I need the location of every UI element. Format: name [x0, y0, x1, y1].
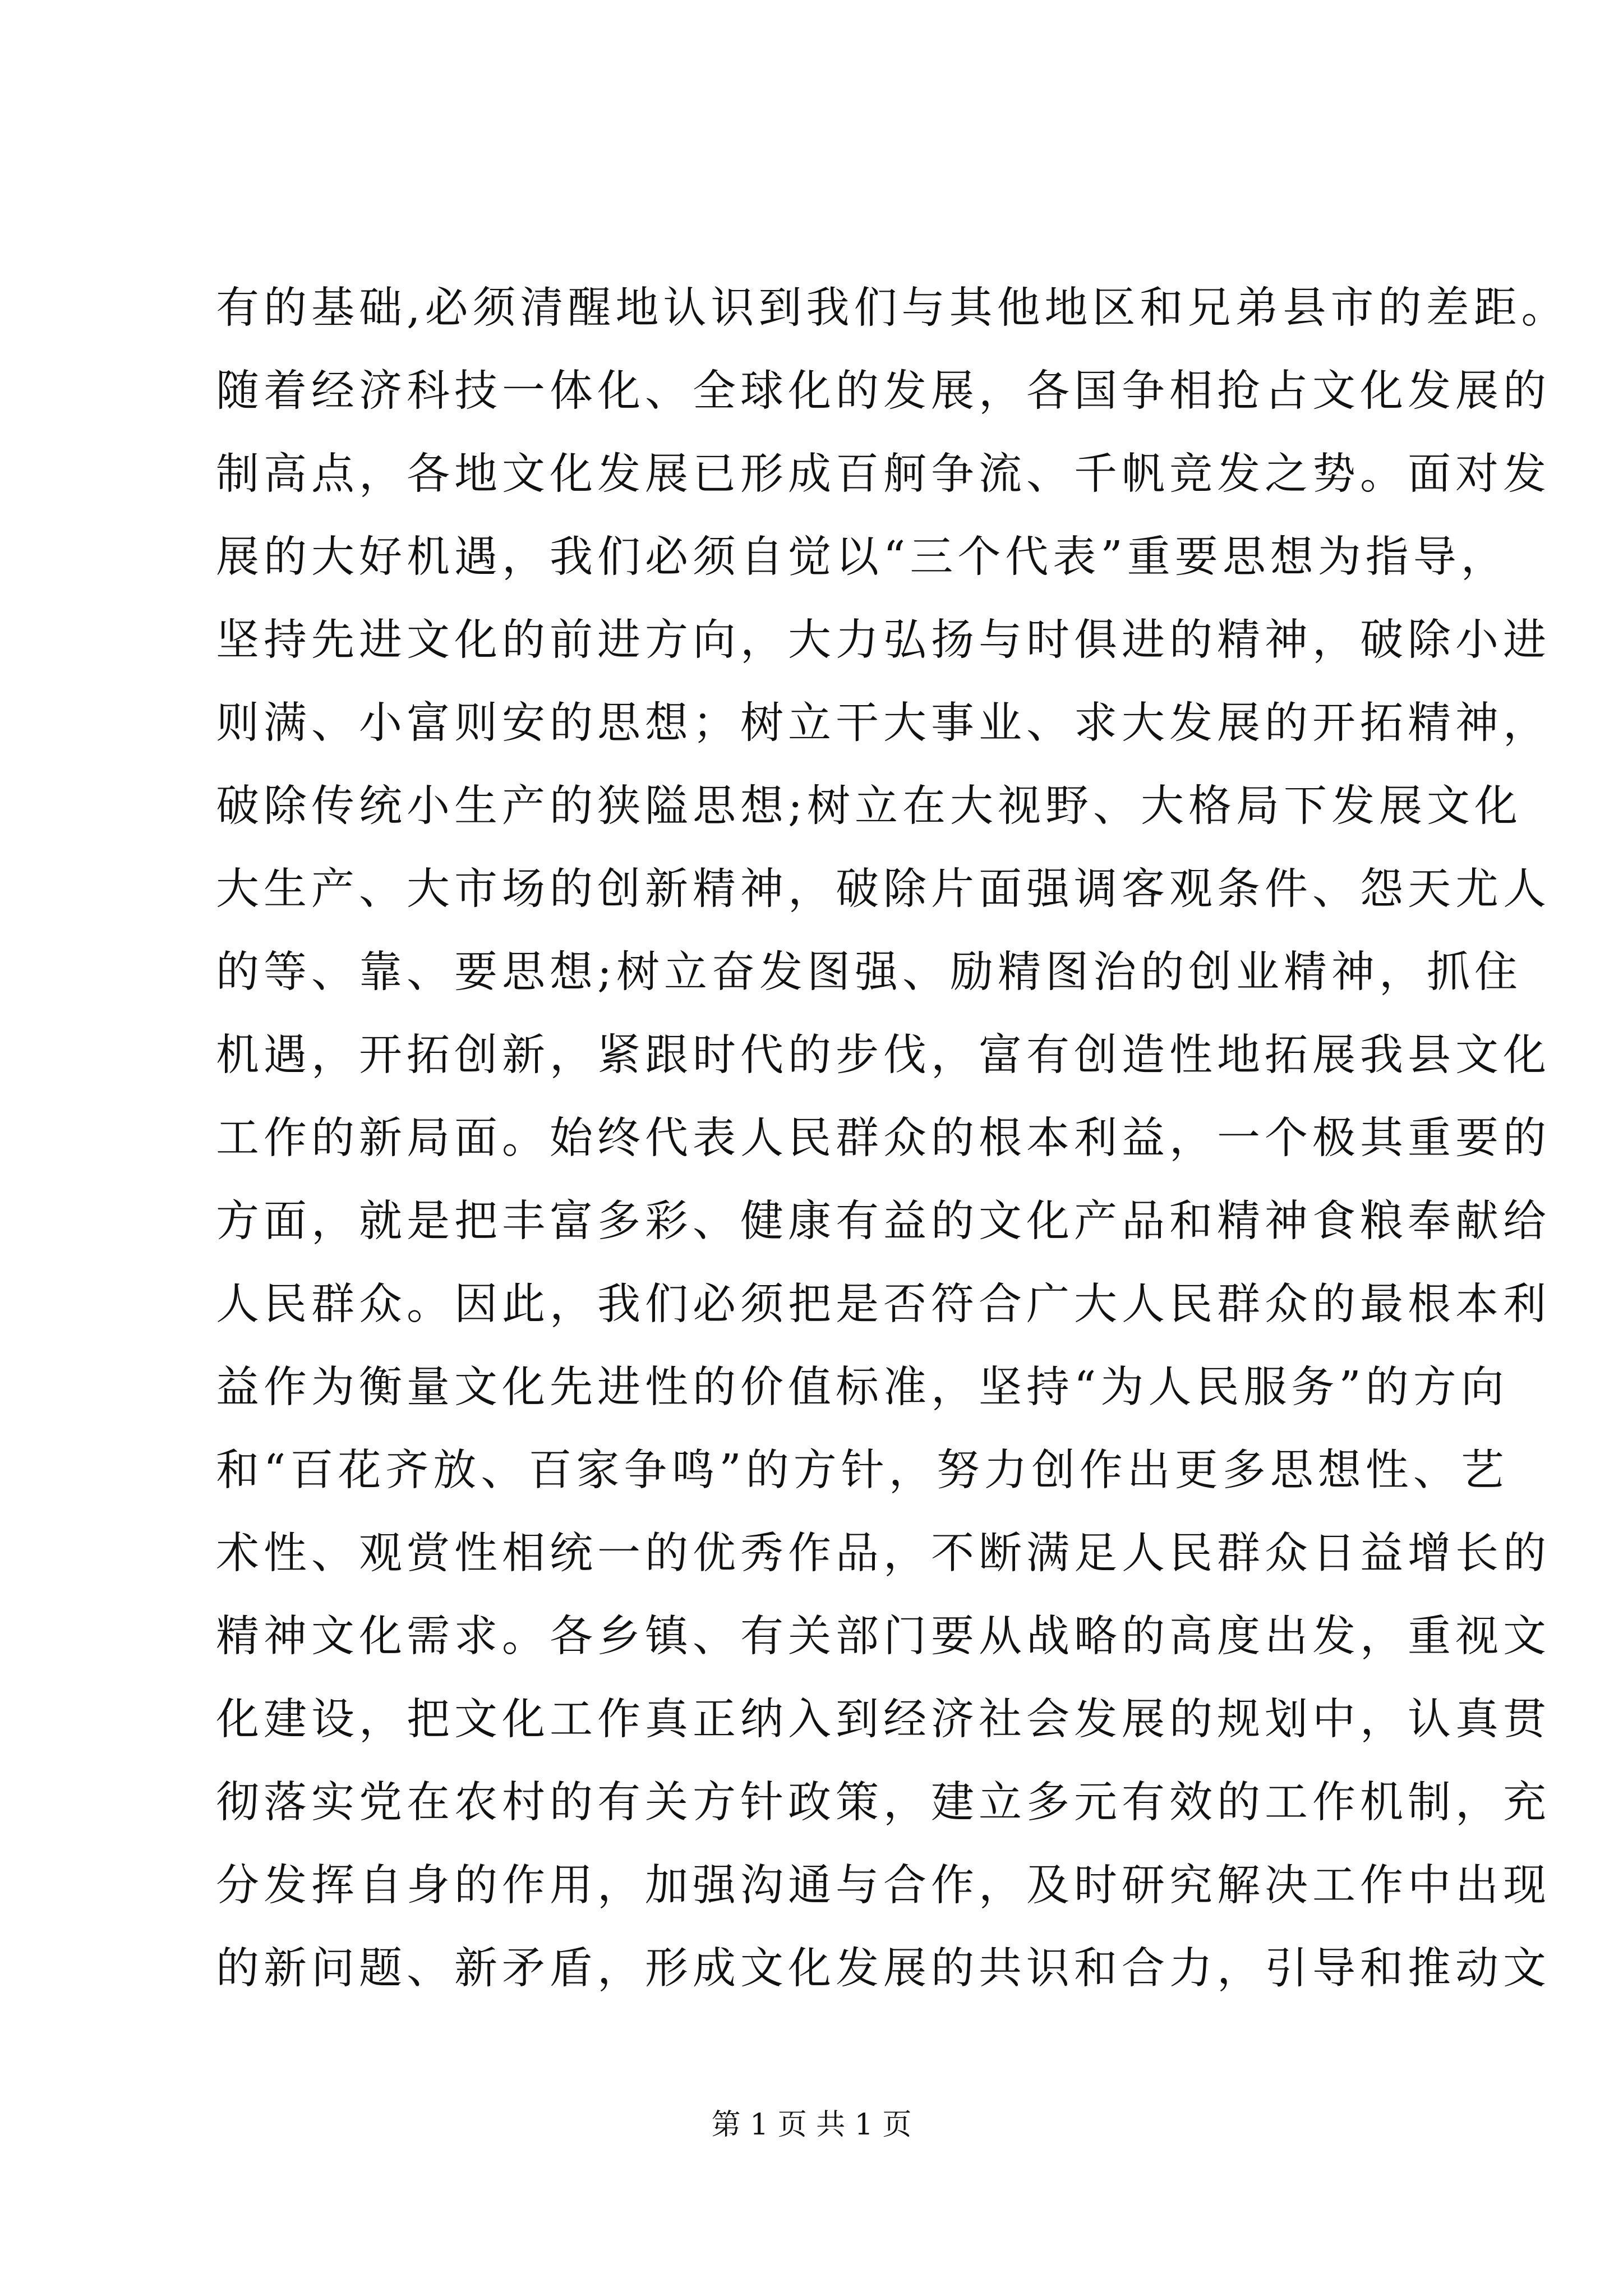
- text-line: 制高点，各地文化发展已形成百舸争流、千帆竞发之势。面对发: [216, 449, 1551, 499]
- text-line: 人民群众。因此，我们必须把是否符合广大人民群众的最根本利: [216, 1280, 1551, 1329]
- page-footer: 第 1 页 共 1 页: [711, 2108, 912, 2142]
- text-line: 坚持先进文化的前进方向，大力弘扬与时俱进的精神，破除小进: [216, 615, 1551, 665]
- text-line: 工作的新局面。始终代表人民群众的根本利益，一个极其重要的: [216, 1114, 1551, 1163]
- text-line: 的等、靠、要思想;树立奋发图强、励精图治的创业精神，抓住: [216, 947, 1522, 997]
- text-line: 精神文化需求。各乡镇、有关部门要从战略的高度出发，重视文: [216, 1612, 1551, 1662]
- text-line: 术性、观赏性相统一的优秀作品，不断满足人民群众日益增长的: [216, 1529, 1551, 1579]
- text-line: 则满、小富则安的思想；树立干大事业、求大发展的开拓精神，: [216, 698, 1551, 748]
- text-line: 展的大好机遇，我们必须自觉以“三个代表”重要思想为指导，: [216, 532, 1509, 582]
- text-line: 大生产、大市场的创新精神，破除片面强调客观条件、怨天尤人: [216, 864, 1551, 914]
- text-line: 随着经济科技一体化、全球化的发展，各国争相抢占文化发展的: [216, 366, 1551, 416]
- text-line: 益作为衡量文化先进性的价值标准，坚持“为人民服务”的方向: [216, 1363, 1509, 1412]
- text-line: 分发挥自身的作用，加强沟通与合作，及时研究解决工作中出现: [216, 1861, 1551, 1911]
- text-line: 和“百花齐放、百家争鸣”的方针，努力创作出更多思想性、艺: [216, 1446, 1509, 1496]
- text-line: 破除传统小生产的狭隘思想;树立在大视野、大格局下发展文化: [216, 781, 1522, 831]
- text-line: 的新问题、新矛盾，形成文化发展的共识和合力，引导和推动文: [216, 1944, 1551, 1994]
- body-text: [216, 267, 1569, 2010]
- text-line: 有的基础,必须清醒地认识到我们与其他地区和兄弟县市的差距。: [216, 283, 1569, 333]
- text-line: 化建设，把文化工作真正纳入到经济社会发展的规划中，认真贯: [216, 1695, 1551, 1745]
- text-line: 机遇，开拓创新，紧跟时代的步伐，富有创造性地拓展我县文化: [216, 1030, 1551, 1080]
- text-line: 方面，就是把丰富多彩、健康有益的文化产品和精神食粮奉献给: [216, 1197, 1551, 1246]
- text-line: 彻落实党在农村的有关方针政策，建立多元有效的工作机制，充: [216, 1778, 1551, 1828]
